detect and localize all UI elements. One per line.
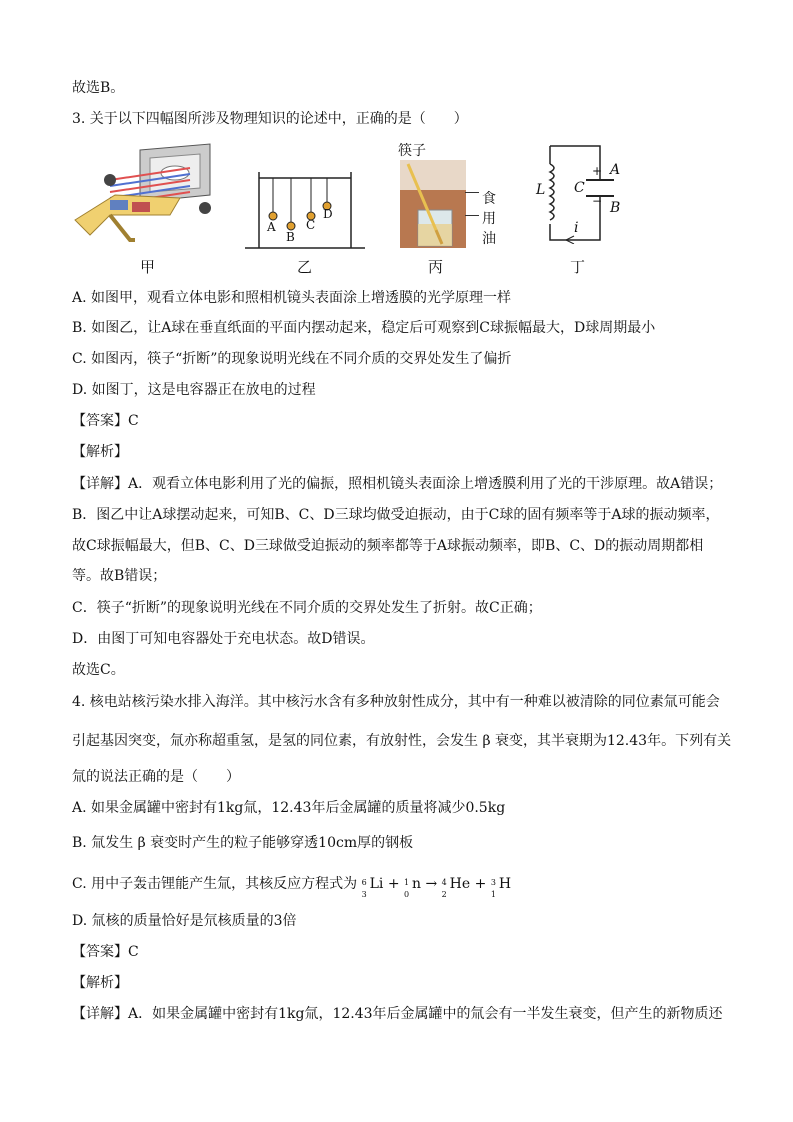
label-current: i	[574, 220, 579, 236]
detail-3-line-2: B．图乙中让A球摆动起来，可知B、C、D三球均做受迫振动，由于C球的固有频率等于A球的振动频率，	[72, 507, 720, 523]
answer-3: 【答案】C	[72, 413, 139, 429]
answer-4: 【答案】C	[72, 944, 139, 960]
caption-yi: 乙	[297, 258, 313, 276]
line-1: 故选B。	[72, 80, 125, 96]
option-4c	[72, 874, 512, 899]
h-symbol: H	[498, 876, 512, 892]
question-4-stem-2: 引起基因突变，氚亦称超重氢，是氢的同位素，有放射性，会发生 β 衰变，其半衰期为12.43年。下列有关	[72, 733, 732, 749]
option-3b: B. 如图乙，让A球在垂直纸面的平面内摆动起来，稳定后可观察到C球振幅最大，D球周期最小	[72, 320, 656, 336]
detail-3-line-5: C．筷子“折断”的现象说明光线在不同介质的交界处发生了折射。故C正确；	[72, 600, 542, 616]
ball-b	[287, 222, 295, 230]
pendulums-illustration	[245, 170, 365, 254]
h-z: 1	[490, 890, 496, 899]
n-symbol: n	[412, 876, 422, 892]
conclusion-3: 故选C。	[72, 662, 125, 678]
label-plate-b: B	[610, 200, 621, 216]
chopstick-photo	[400, 160, 466, 248]
label-minus: −	[592, 194, 603, 208]
plus-1: +	[387, 876, 400, 892]
plus-2: +	[474, 876, 487, 892]
label-d: D	[323, 207, 333, 221]
caption-ding: 丁	[570, 258, 586, 276]
li-symbol: Li	[369, 876, 384, 892]
label-plus: +	[592, 164, 603, 178]
label-chopsticks: 筷子	[398, 143, 426, 159]
detail-3-line-6: D．由图丁可知电容器处于充电状态。故D错误。	[72, 631, 375, 647]
label-a: A	[267, 220, 276, 234]
h-mass: 3	[490, 878, 496, 887]
option-4b: B. 氚发生 β 衰变时产生的粒子能够穿透10cm厚的钢板	[72, 835, 414, 851]
ball-a	[269, 212, 277, 220]
figure-jia	[70, 140, 220, 280]
option-4d: D. 氚核的质量恰好是氘核质量的3倍	[72, 913, 297, 929]
label-oil-2: 用	[482, 211, 496, 227]
he-mass: 4	[441, 878, 447, 887]
question-4-stem-1: 4. 核电站核污染水排入海洋。其中核污水含有多种放射性成分，其中有一种难以被清除的同位素氚可能会	[72, 694, 720, 710]
figure-ding	[510, 144, 630, 280]
he-z: 2	[441, 890, 447, 899]
option-3d: D. 如图丁，这是电容器正在放电的过程	[72, 382, 316, 398]
option-3a: A. 如图甲，观看立体电影和照相机镜头表面涂上增透膜的光学原理一样	[72, 290, 512, 306]
n-mass: 1	[404, 878, 410, 887]
label-c: C	[306, 218, 316, 232]
detail-3-line-3: 故C球振幅最大，但B、C、D三球做受迫振动的频率都等于A球振动频率，即B、C、D的振动周期都相	[72, 538, 704, 554]
figure-yi	[245, 170, 365, 280]
figure-row	[70, 140, 670, 280]
detail-3-line-4: 等。故B错误；	[72, 568, 167, 584]
label-oil-1: 食	[482, 191, 496, 207]
lc-circuit	[510, 144, 630, 244]
li-mass: 6	[361, 878, 367, 887]
label-capacitor: C	[574, 180, 585, 196]
3d-movie-illustration	[70, 140, 220, 255]
option-4c-text: C. 用中子轰击锂能产生氚，其核反应方程式为	[72, 876, 358, 892]
question-3-stem: 3. 关于以下四幅图所涉及物理知识的论述中，正确的是（ ）	[72, 111, 468, 127]
label-b: B	[286, 230, 295, 244]
arrow: →	[425, 876, 438, 892]
caption-jia: 甲	[140, 258, 156, 276]
label-inductor: L	[536, 182, 546, 198]
detail-4-line-1: 【详解】A．如果金属罐中密封有1kg氚，12.43年后金属罐中的氚会有一半发生衰变，但产生的新物质还	[72, 1006, 723, 1022]
label-oil-3: 油	[482, 231, 496, 247]
option-4a: A. 如果金属罐中密封有1kg氚，12.43年后金属罐的质量将减少0.5kg	[72, 800, 506, 816]
li-z: 3	[361, 890, 367, 899]
label-plate-a: A	[610, 162, 621, 178]
option-3c: C. 如图丙，筷子“折断”的现象说明光线在不同介质的交界处发生了偏折	[72, 351, 512, 367]
analysis-3-heading: 【解析】	[72, 444, 128, 460]
he-symbol: He	[449, 876, 471, 892]
caption-bing: 丙	[428, 258, 444, 276]
detail-3-line-1: 【详解】A．观看立体电影利用了光的偏振，照相机镜头表面涂上增透膜利用了光的干涉原理。故A错误；	[72, 476, 723, 492]
analysis-4-heading: 【解析】	[72, 975, 128, 991]
nuclear-equation	[357, 876, 512, 899]
figure-bing	[390, 140, 500, 280]
n-z: 0	[404, 890, 410, 899]
question-4-stem-3: 氚的说法正确的是（ ）	[72, 769, 240, 785]
